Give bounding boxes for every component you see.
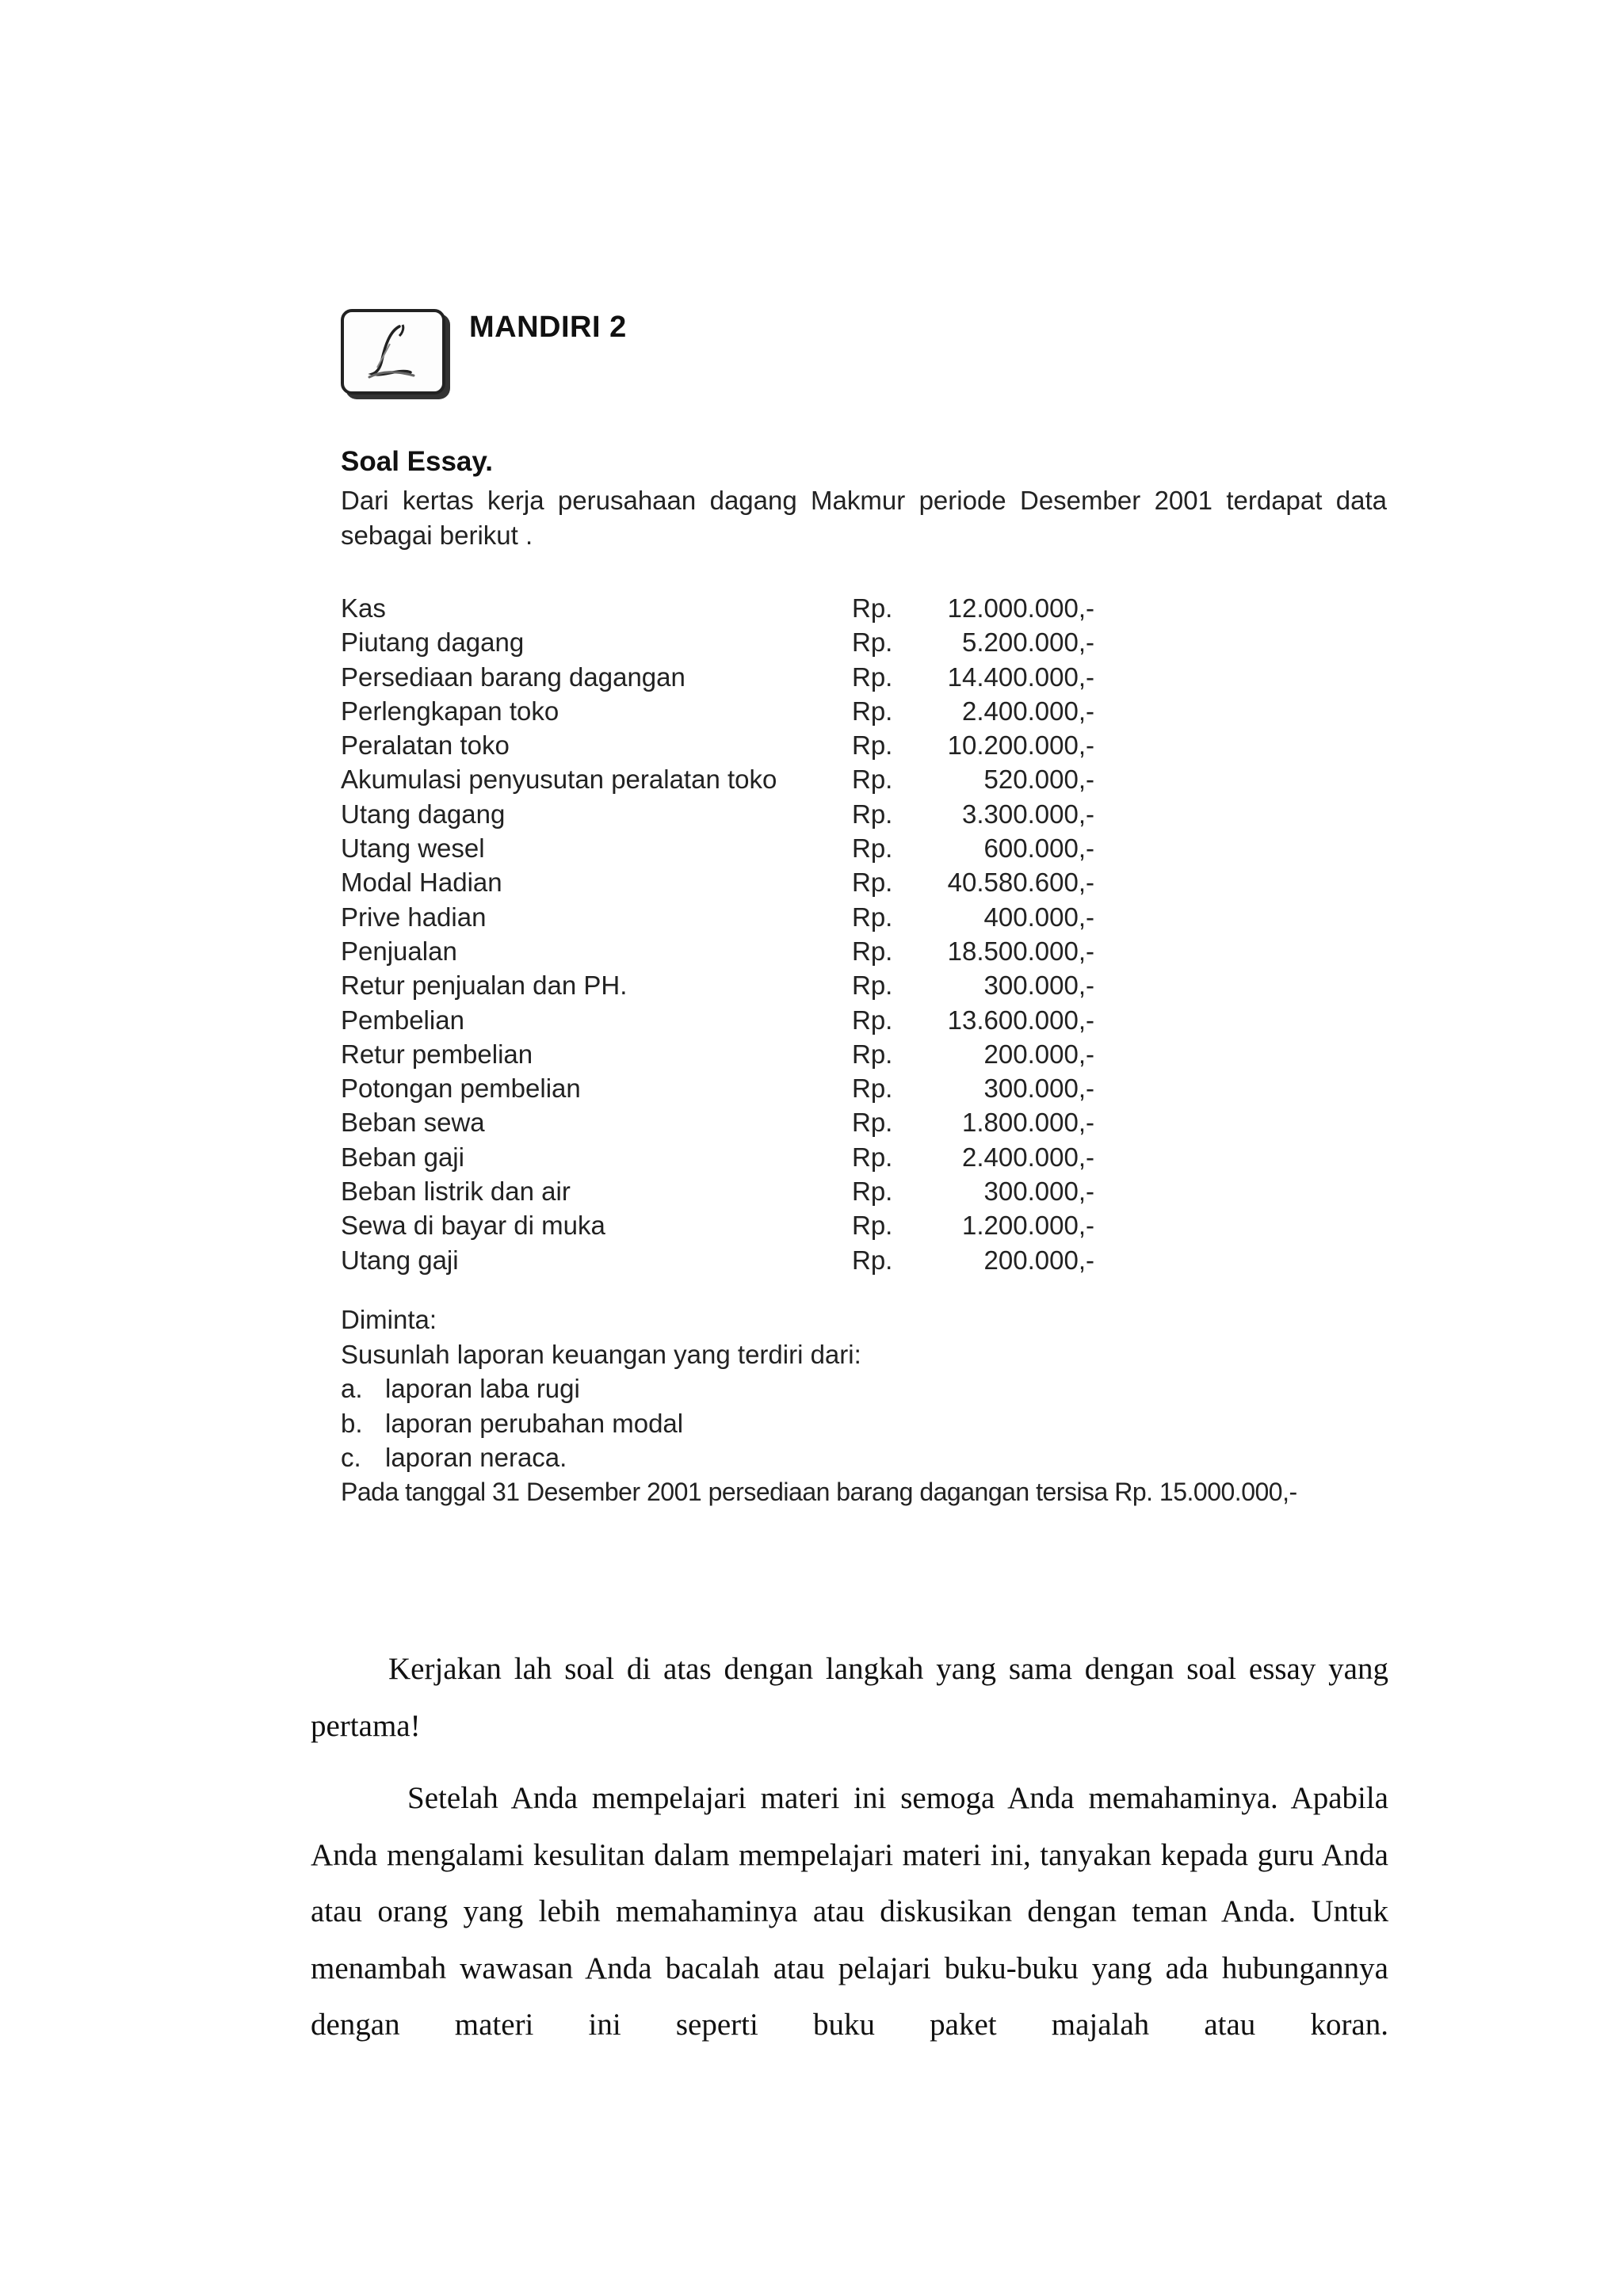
- account-amount: 1.200.000,-: [962, 1211, 1094, 1241]
- account-name: Kas: [341, 593, 386, 623]
- requirements-block: [341, 1302, 1450, 1509]
- account-name: Persediaan barang dagangan: [341, 662, 685, 692]
- account-amount: 3.300.000,-: [962, 799, 1094, 829]
- account-amount-cell: [892, 660, 1407, 694]
- account-name: Perlengkapan toko: [341, 696, 559, 726]
- account-name: Beban sewa: [341, 1108, 485, 1138]
- account-row: [341, 625, 1133, 659]
- account-amount: 520.000,-: [983, 765, 1094, 795]
- account-amount-cell: [892, 900, 1407, 934]
- account-amount-cell: [892, 728, 1407, 762]
- section-header: [341, 309, 1133, 404]
- requirement-text: laporan neraca.: [385, 1443, 567, 1472]
- account-name: Pembelian: [341, 1005, 464, 1035]
- account-amount-cell: [892, 934, 1407, 968]
- account-amount-cell: [892, 625, 1407, 659]
- account-currency: Rp.: [852, 799, 893, 829]
- account-amount: 12.000.000,-: [947, 593, 1094, 623]
- account-name: Piutang dagang: [341, 627, 525, 658]
- account-amount-cell: [892, 1174, 1407, 1208]
- account-amount: 2.400.000,-: [962, 1142, 1094, 1172]
- account-row: [341, 591, 1133, 625]
- account-amount-cell: [892, 797, 1407, 831]
- account-row: [341, 865, 1133, 899]
- writing-hand-icon: [341, 309, 445, 395]
- account-amount-cell: [892, 968, 1407, 1002]
- requirement-text: laporan laba rugi: [385, 1374, 580, 1403]
- account-row: [341, 1140, 1133, 1174]
- account-name: Sewa di bayar di muka: [341, 1211, 605, 1241]
- question-heading: Soal Essay.: [341, 446, 493, 477]
- requirement-letter: a.: [341, 1374, 363, 1403]
- requirements-instruction: Susunlah laporan keuangan yang terdiri dari:: [341, 1339, 861, 1369]
- account-amount: 300.000,-: [983, 1177, 1094, 1207]
- account-row: [341, 900, 1133, 934]
- account-currency: Rp.: [852, 1005, 893, 1035]
- account-name: Penjualan: [341, 936, 457, 966]
- account-row: [341, 1071, 1133, 1105]
- account-currency: Rp.: [852, 1074, 893, 1104]
- question-block: [341, 444, 1387, 553]
- account-name: Retur pembelian: [341, 1039, 533, 1069]
- account-amount-cell: [892, 1208, 1407, 1242]
- requirement-text: laporan perubahan modal: [385, 1408, 684, 1438]
- account-amount-cell: [892, 1003, 1407, 1037]
- account-row: [341, 1003, 1133, 1037]
- account-amount-cell: [892, 1105, 1407, 1139]
- account-row: [341, 831, 1133, 865]
- account-amount: 18.500.000,-: [947, 936, 1094, 966]
- account-currency: Rp.: [852, 765, 893, 795]
- account-amount-cell: [892, 1140, 1407, 1174]
- account-name: Beban gaji: [341, 1142, 464, 1172]
- account-row: [341, 797, 1133, 831]
- account-currency: Rp.: [852, 593, 893, 623]
- account-currency: Rp.: [852, 1211, 893, 1241]
- account-amount: 200.000,-: [983, 1039, 1094, 1069]
- requirement-letter: b.: [341, 1408, 363, 1438]
- account-row: [341, 1105, 1133, 1139]
- paragraph-closing: Setelah Anda mempelajari materi ini semoga Anda memahaminya. Apabila Anda mengalami kesulitan dalam mempelajari materi ini, tanyakan kepada guru Anda atau orang yang lebih memahaminya atau diskusikan dengan teman Anda. Untuk menambah wawasan Anda bacalah atau pelajari buku-buku yang ada hubungannya dengan materi ini seperti buku paket majalah atau koran.: [311, 1781, 1388, 2042]
- account-name: Utang dagang: [341, 799, 506, 829]
- account-amount: 14.400.000,-: [947, 662, 1094, 692]
- account-currency: Rp.: [852, 1108, 893, 1138]
- account-amount-cell: [892, 591, 1407, 625]
- account-currency: Rp.: [852, 1142, 893, 1172]
- account-amount-cell: [892, 1037, 1407, 1071]
- account-amount: 600.000,-: [983, 833, 1094, 864]
- account-name: Beban listrik dan air: [341, 1177, 571, 1207]
- account-currency: Rp.: [852, 1177, 893, 1207]
- account-name: Prive hadian: [341, 902, 487, 932]
- account-amount: 40.580.600,-: [947, 868, 1094, 898]
- requirements-label: Diminta:: [341, 1305, 437, 1334]
- account-name: Modal Hadian: [341, 868, 502, 898]
- account-row: [341, 660, 1133, 694]
- account-name: Potongan pembelian: [341, 1074, 581, 1104]
- question-intro: Dari kertas kerja perusahaan dagang Makmur periode Desember 2001 terdapat data sebagai berikut .: [341, 486, 1387, 550]
- account-currency: Rp.: [852, 730, 893, 761]
- account-amount: 200.000,-: [983, 1245, 1094, 1275]
- requirements-note: Pada tanggal 31 Desember 2001 persediaan barang dagangan tersisa Rp. 15.000.000,-: [341, 1477, 1297, 1506]
- account-row: [341, 694, 1133, 728]
- account-amount: 1.800.000,-: [962, 1108, 1094, 1138]
- account-name: Peralatan toko: [341, 730, 510, 761]
- account-row: [341, 1037, 1133, 1071]
- account-amount-cell: [892, 1071, 1407, 1105]
- account-amount: 400.000,-: [983, 902, 1094, 932]
- account-currency: Rp.: [852, 833, 893, 864]
- account-row: [341, 1174, 1133, 1208]
- account-currency: Rp.: [852, 971, 893, 1001]
- account-amount-cell: [892, 694, 1407, 728]
- account-currency: Rp.: [852, 902, 893, 932]
- account-name: Utang wesel: [341, 833, 485, 864]
- account-currency: Rp.: [852, 696, 893, 726]
- account-row: [341, 968, 1133, 1002]
- section-title: MANDIRI 2: [469, 311, 627, 344]
- account-amount-cell: [892, 831, 1407, 865]
- account-amount-cell: [892, 865, 1407, 899]
- account-amount: 10.200.000,-: [947, 730, 1094, 761]
- account-currency: Rp.: [852, 662, 893, 692]
- account-name: Akumulasi penyusutan peralatan toko: [341, 765, 777, 795]
- account-amount: 300.000,-: [983, 1074, 1094, 1104]
- account-amount: 5.200.000,-: [962, 627, 1094, 658]
- account-amount: 300.000,-: [983, 971, 1094, 1001]
- account-row: [341, 1208, 1133, 1242]
- account-amount-cell: [892, 762, 1407, 796]
- account-name: Utang gaji: [341, 1245, 459, 1275]
- account-amount: 13.600.000,-: [947, 1005, 1094, 1035]
- requirement-item: [341, 1371, 1450, 1406]
- account-currency: Rp.: [852, 868, 893, 898]
- writing-hand-icon-graphic: [358, 320, 430, 387]
- requirement-item: [341, 1440, 1450, 1475]
- account-currency: Rp.: [852, 627, 893, 658]
- account-currency: Rp.: [852, 1245, 893, 1275]
- account-row: [341, 762, 1133, 796]
- account-currency: Rp.: [852, 1039, 893, 1069]
- account-row: [341, 934, 1133, 968]
- account-amount-cell: [892, 1243, 1407, 1277]
- requirement-item: [341, 1406, 1450, 1441]
- account-list: [341, 591, 1133, 1277]
- account-name: Retur penjualan dan PH.: [341, 971, 628, 1001]
- paragraph-instruction: Kerjakan lah soal di atas dengan langkah yang sama dengan soal essay yang pertama!: [311, 1652, 1388, 1743]
- account-row: [341, 1243, 1133, 1277]
- account-row: [341, 728, 1133, 762]
- account-amount: 2.400.000,-: [962, 696, 1094, 726]
- requirement-letter: c.: [341, 1443, 361, 1472]
- account-currency: Rp.: [852, 936, 893, 966]
